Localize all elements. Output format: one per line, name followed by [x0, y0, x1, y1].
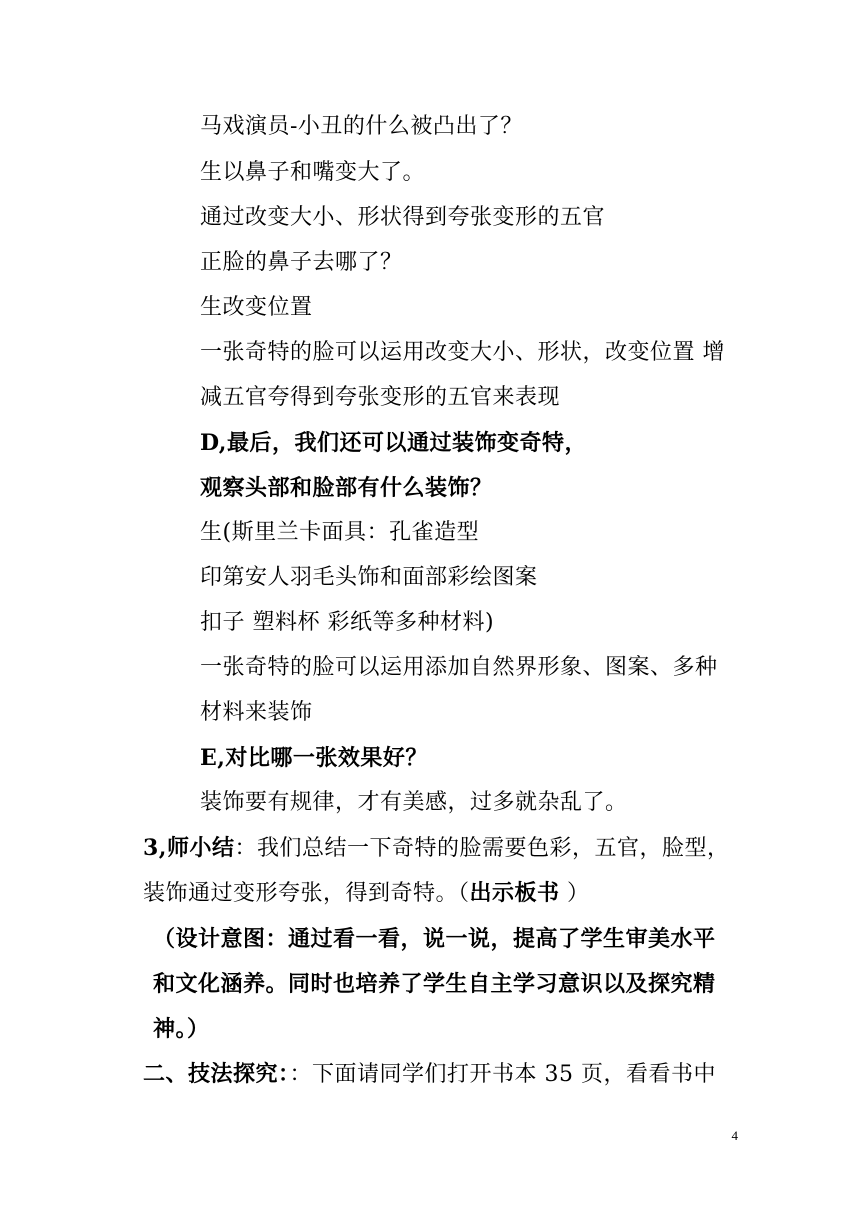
text-line: 生(斯里兰卡面具：孔雀造型	[200, 520, 480, 545]
text-line: 装饰要有规律，才有美感，过多就杂乱了。	[200, 790, 628, 815]
text-line: 一张奇特的脸可以运用改变大小、形状，改变位置 增	[200, 340, 725, 365]
section-heading-e: E,对比哪一张效果好？	[200, 745, 428, 771]
board-label: 出示板书	[469, 880, 560, 906]
question-heading: 观察头部和脸部有什么装饰？	[200, 475, 493, 501]
design-intent-line: 和文化涵养。同时也培养了学生自主学习意识以及探究精	[153, 971, 716, 997]
technique-text: ：下面请同学们打开书本 35 页，看看书中	[289, 1062, 716, 1087]
section-heading-d: D,最后，我们还可以通过装饰变奇特，	[200, 430, 587, 456]
summary-text: 装饰通过变形夸张，得到奇特。（	[143, 881, 470, 906]
summary-line	[143, 833, 729, 864]
text-line: 生以鼻子和嘴变大了。	[200, 160, 426, 185]
text-line: 通过改变大小、形状得到夸张变形的五官	[200, 205, 606, 230]
text-line: 马戏演员-小丑的什么被凸出了？	[200, 114, 523, 139]
summary-heading: 3,师小结	[143, 835, 235, 861]
technique-heading: 二、技法探究：	[143, 1061, 290, 1087]
design-intent-line: （设计意图：通过看一看，说一说，提高了学生审美水平	[153, 926, 716, 952]
text-line: 一张奇特的脸可以运用添加自然界形象、图案、多种	[200, 655, 718, 680]
page-number: 4	[731, 1128, 738, 1143]
text-line: 减五官夸得到夸张变形的五官来表现	[200, 385, 561, 410]
text-line: 材料来装饰	[200, 700, 313, 725]
design-intent-line: 神。）	[153, 1016, 210, 1042]
summary-text: ：我们总结一下奇特的脸需要色彩，五官，脸型，	[234, 836, 730, 861]
technique-line	[143, 1059, 716, 1090]
summary-line	[143, 878, 590, 909]
text-line: 扣子 塑料杯 彩纸等多种材料)	[200, 610, 495, 635]
text-line: 印第安人羽毛头饰和面部彩绘图案	[200, 565, 538, 590]
text-line: 正脸的鼻子去哪了？	[200, 250, 403, 275]
summary-text: ）	[559, 881, 590, 906]
text-line: 生改变位置	[200, 295, 313, 320]
